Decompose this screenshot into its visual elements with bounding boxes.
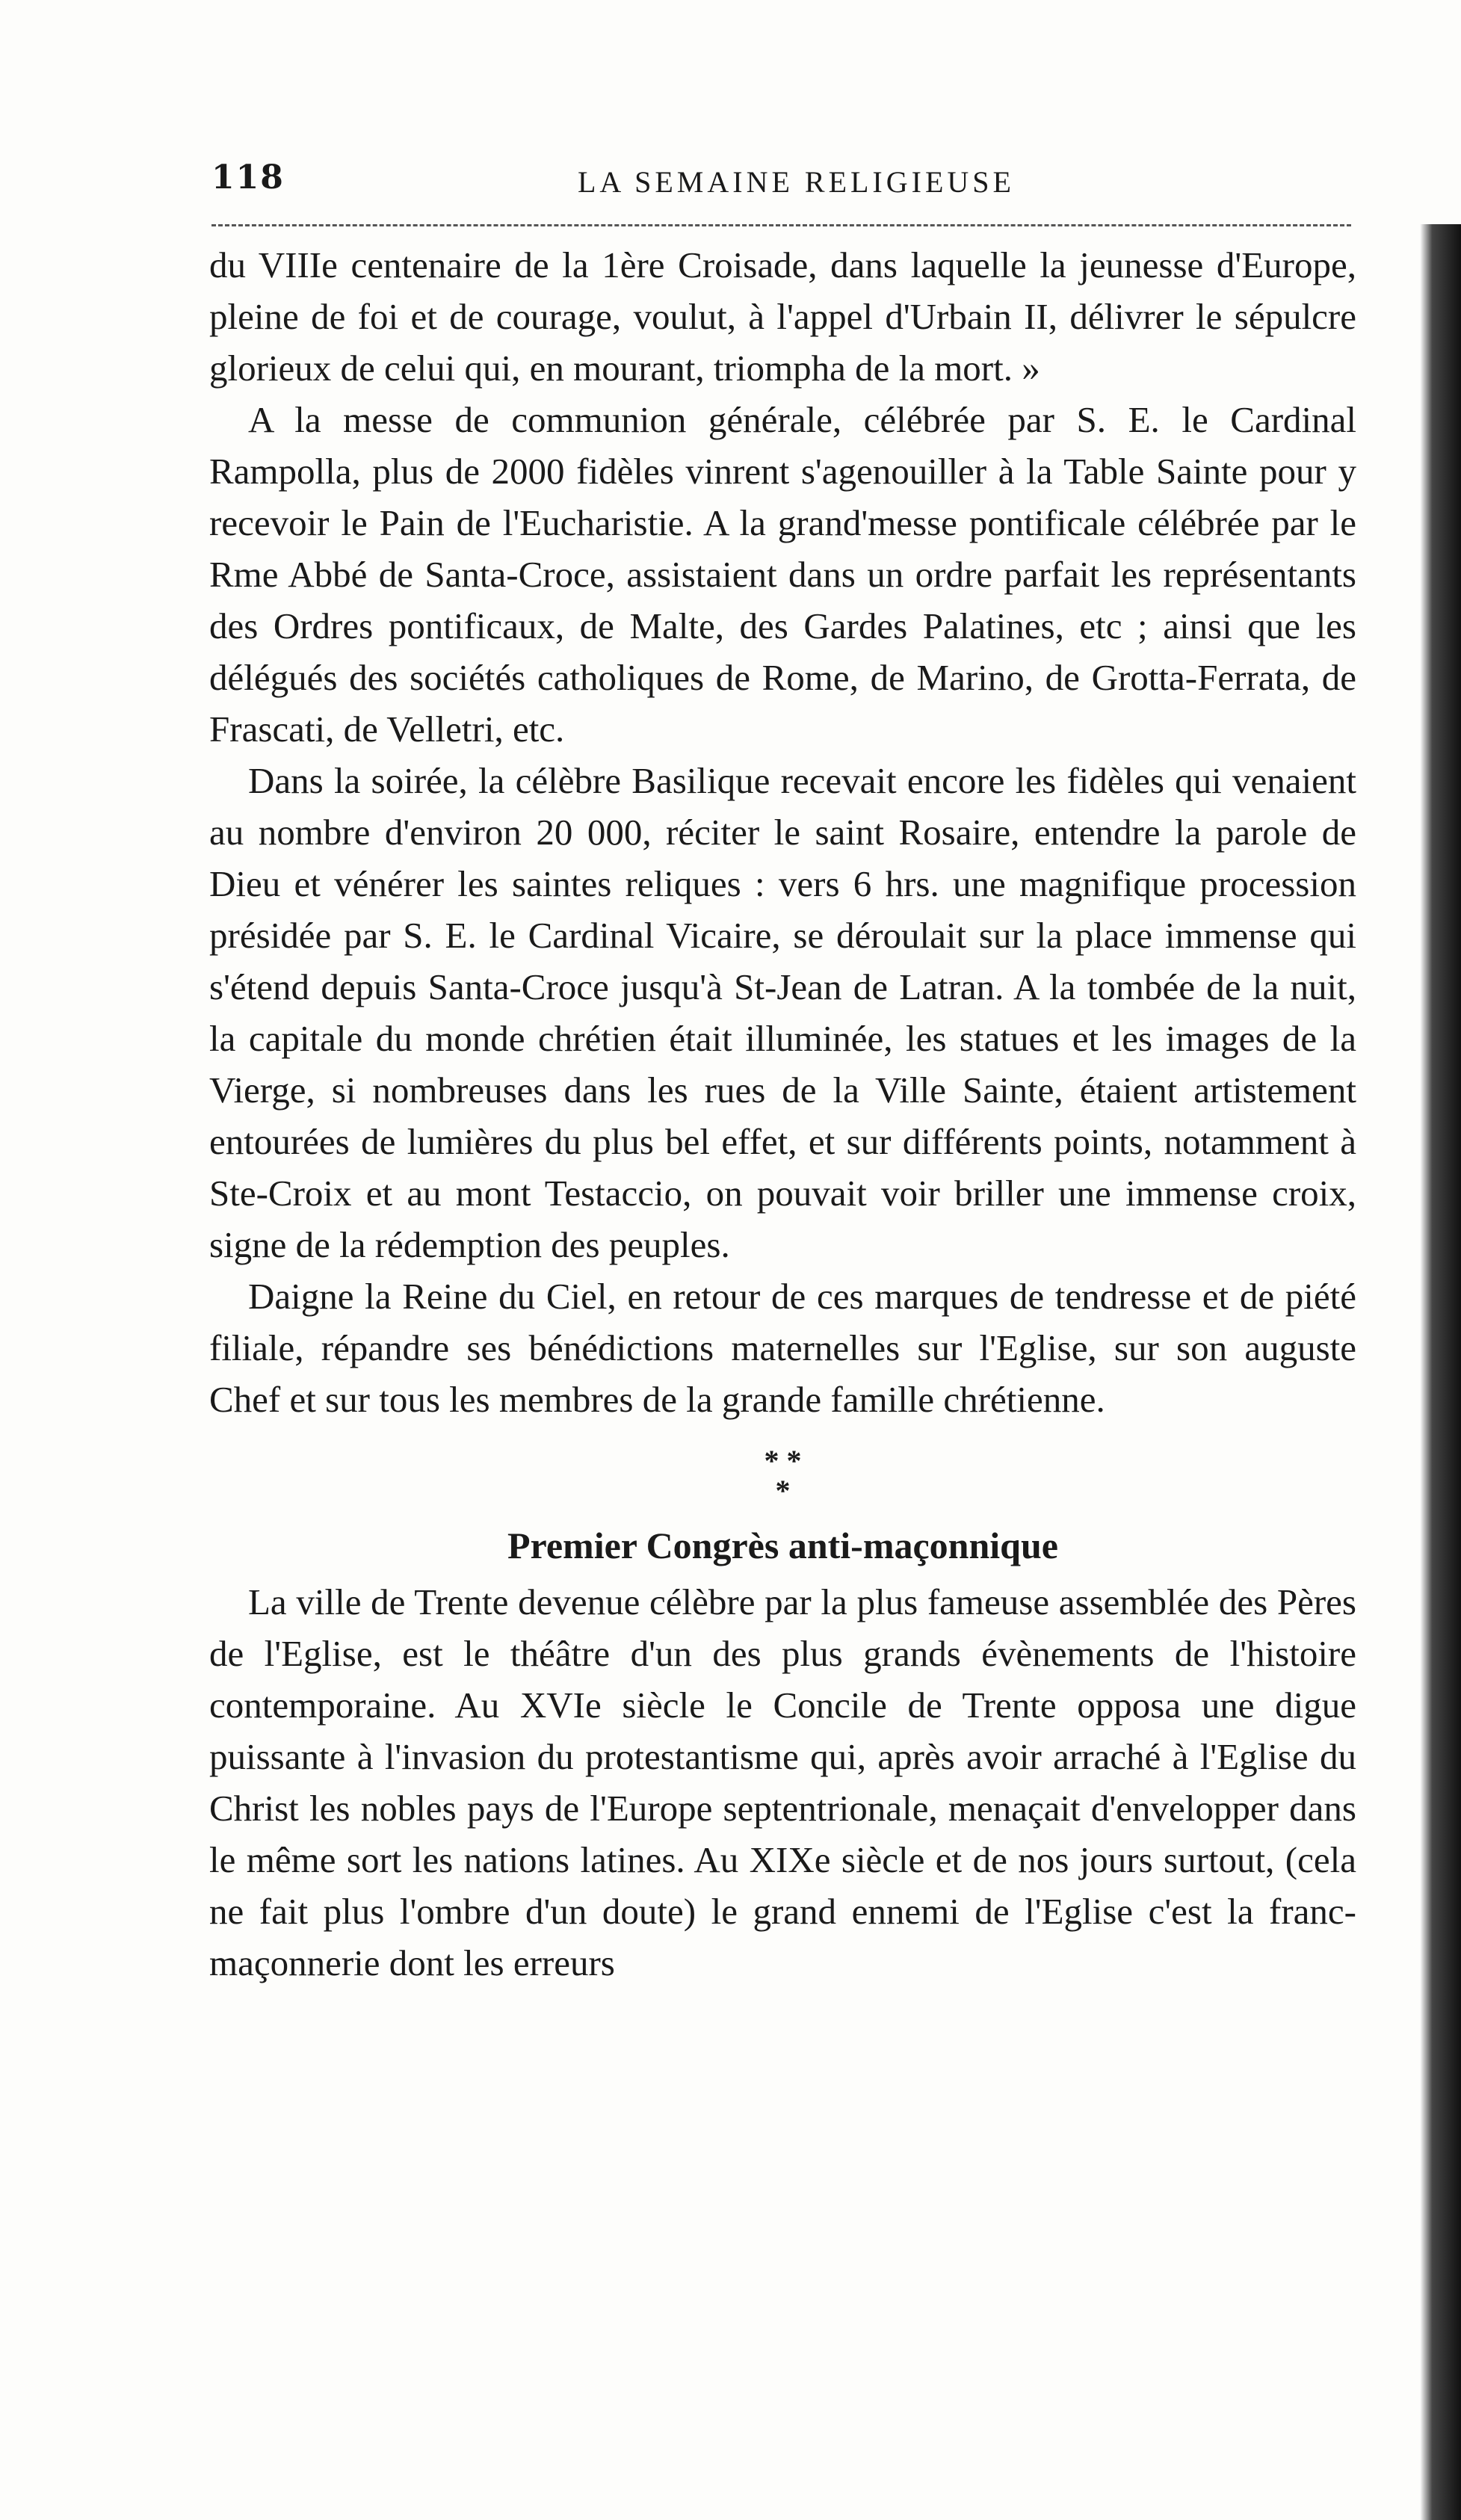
asterism-top: * * bbox=[764, 1444, 802, 1477]
paragraph: Daigne la Reine du Ciel, en retour de ces marques de tendresse et de piété filiale, répandre ses bénédictions maternelles sur l'Eglise, sur son auguste Chef et sur tous les membres de la grande famille chrétienne. bbox=[209, 1276, 1356, 1420]
page-header bbox=[211, 158, 1332, 211]
header-rule bbox=[211, 224, 1351, 226]
paragraph: A la messe de communion générale, célébrée par S. E. le Cardinal Rampolla, plus de 2000 fidèles vinrent s'agenouiller à la Table Sainte pour y recevoir le Pain de l'Eucharistie. A la grand'messe pontificale célébrée par le Rme Abbé de Santa-Croce, assistaient dans un ordre parfait les représentants des Ordres pontificaux, de Malte, des Gardes Palatines, etc ; ainsi que les délégués des sociétés catholiques de Rome, de Marino, de Grotta-Ferrata, de Frascati, de Velletri, etc. bbox=[209, 399, 1356, 750]
page-number: 118 bbox=[211, 158, 285, 197]
paragraph: Dans la soirée, la célèbre Basilique recevait encore les fidèles qui venaient au nombre d'environ 20 000, réciter le saint Rosaire, entendre la parole de Dieu et vénérer les saintes reliques : vers 6 hrs. une magnifique procession présidée par S. E. le Cardinal Vicaire, se déroulait sur la place immense qui s'étend depuis Santa-Croce jusqu'à St-Jean de Latran. A la tombée de la nuit, la capitale du monde chrétien était illuminée, les statues et les images de la Vierge, si nombreuses dans les rues de la Ville Sainte, étaient artistement entourées de lumières du plus bel effet, et sur différents points, notamment à Ste-Croix et au mont Testaccio, on pouvait voir briller une immense croix, signe de la rédemption des peuples. bbox=[209, 760, 1356, 1265]
paragraph-continuation: du VIIIe centenaire de la 1ère Croisade, dans laquelle la jeunesse d'Europe, pleine de foi et de courage, voulut, à l'appel d'Urbain II, délivrer le sépulcre glorieux de celui qui, en mourant, triompha de la mort. » bbox=[209, 244, 1356, 389]
asterism-bottom: * bbox=[775, 1474, 791, 1507]
paragraph: La ville de Trente devenue célèbre par la plus fameuse assemblée des Pères de l'Eglise, est le théâtre d'un des plus grands évènements de l'histoire contemporaine. Au XVIe siècle le Concile de Trente opposa une digue puissante à l'invasion du protestantisme qui, après avoir arraché à l'Eglise du Christ les nobles pays de l'Europe septentrionale, menaçait d'envelopper dans le même sort les nations latines. Au XIXe siècle et de nos jours surtout, (cela ne fait plus l'ombre d'un doute) le grand ennemi de l'Eglise c'est la franc-maçonnerie dont les erreurs bbox=[209, 1581, 1356, 1983]
body-text bbox=[209, 239, 1356, 1989]
running-title: LA SEMAINE RELIGIEUSE bbox=[578, 165, 1015, 199]
page-edge-shadow bbox=[1420, 224, 1461, 2520]
section-heading: Premier Congrès anti-maçonnique bbox=[507, 1525, 1058, 1566]
asterism-divider bbox=[209, 1446, 1356, 1506]
